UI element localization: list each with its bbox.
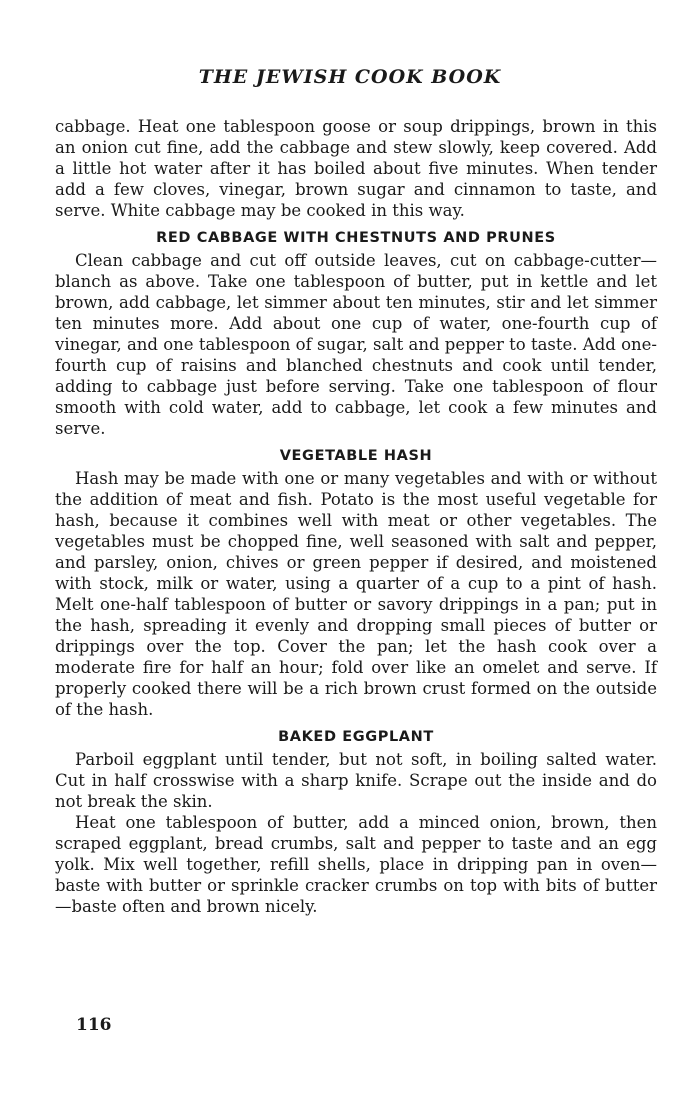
page-number: 116 bbox=[76, 1015, 112, 1035]
recipe-title-vegetable-hash: VEGETABLE HASH bbox=[279, 448, 433, 464]
recipe-title-red-cabbage: RED CABBAGE WITH CHESTNUTS AND PRUNES bbox=[156, 230, 556, 246]
recipe-paragraph: Hash may be made with one or many vegetables and with or without the addition of meat and fish. Potato is the most useful vegetable for hash, because it combines well with meat or other vegetables. The vegetables must be chopped fine, well seasoned with salt and pepper, and parsley, onion, chives or green pepper if desired, and moistened with stock, milk or water, using a quarter of a cup to a pint of hash. Melt one-half tablespoon of butter or savory drippings in a pan; put in the hash, spreading it evenly and dropping small pieces of butter or drippings over the top. Cover the pan; let the hash cook over a moderate fire for half an hour; fold over like an omelet and serve. If properly cooked there will be a rich brown crust formed on the outside of the hash. bbox=[55, 469, 657, 719]
text-column bbox=[55, 116, 657, 917]
continued-paragraph: cabbage. Heat one tablespoon goose or soup drippings, brown in this an onion cut fine, add the cabbage and stew slowly, keep covered. Add a little hot water after it has boiled about five minutes. When tender add a few cloves, vinegar, brown sugar and cinnamon to taste, and serve. White cabbage may be cooked in this way. bbox=[55, 117, 657, 220]
recipe-paragraph: Heat one tablespoon of butter, add a minced onion, brown, then scraped eggplant, bread crumbs, salt and pepper to taste and an egg yolk. Mix well together, refill shells, place in dripping pan in oven—baste with butter or sprinkle cracker crumbs on top with bits of butter—baste often and brown nicely. bbox=[55, 813, 657, 916]
recipe-paragraph: Clean cabbage and cut off outside leaves, cut on cabbage-cutter—blanch as above. Take one tablespoon of butter, put in kettle and let brown, add cabbage, let simmer about ten minutes, stir and let simmer ten minutes more. Add about one cup of water, one-fourth cup of vinegar, and one tablespoon of sugar, salt and pepper to taste. Add one-fourth cup of raisins and blanched chestnuts and cook until tender, adding to cabbage just before serving. Take one tablespoon of flour smooth with cold water, add to cabbage, let cook a few minutes and serve. bbox=[55, 251, 657, 438]
recipe-title-baked-eggplant: BAKED EGGPLANT bbox=[278, 729, 434, 745]
recipe-paragraph: Parboil eggplant until tender, but not soft, in boiling salted water. Cut in half crosswise with a sharp knife. Scrape out the inside and do not break the skin. bbox=[55, 750, 657, 811]
running-head: THE JEWISH COOK BOOK bbox=[198, 66, 502, 88]
